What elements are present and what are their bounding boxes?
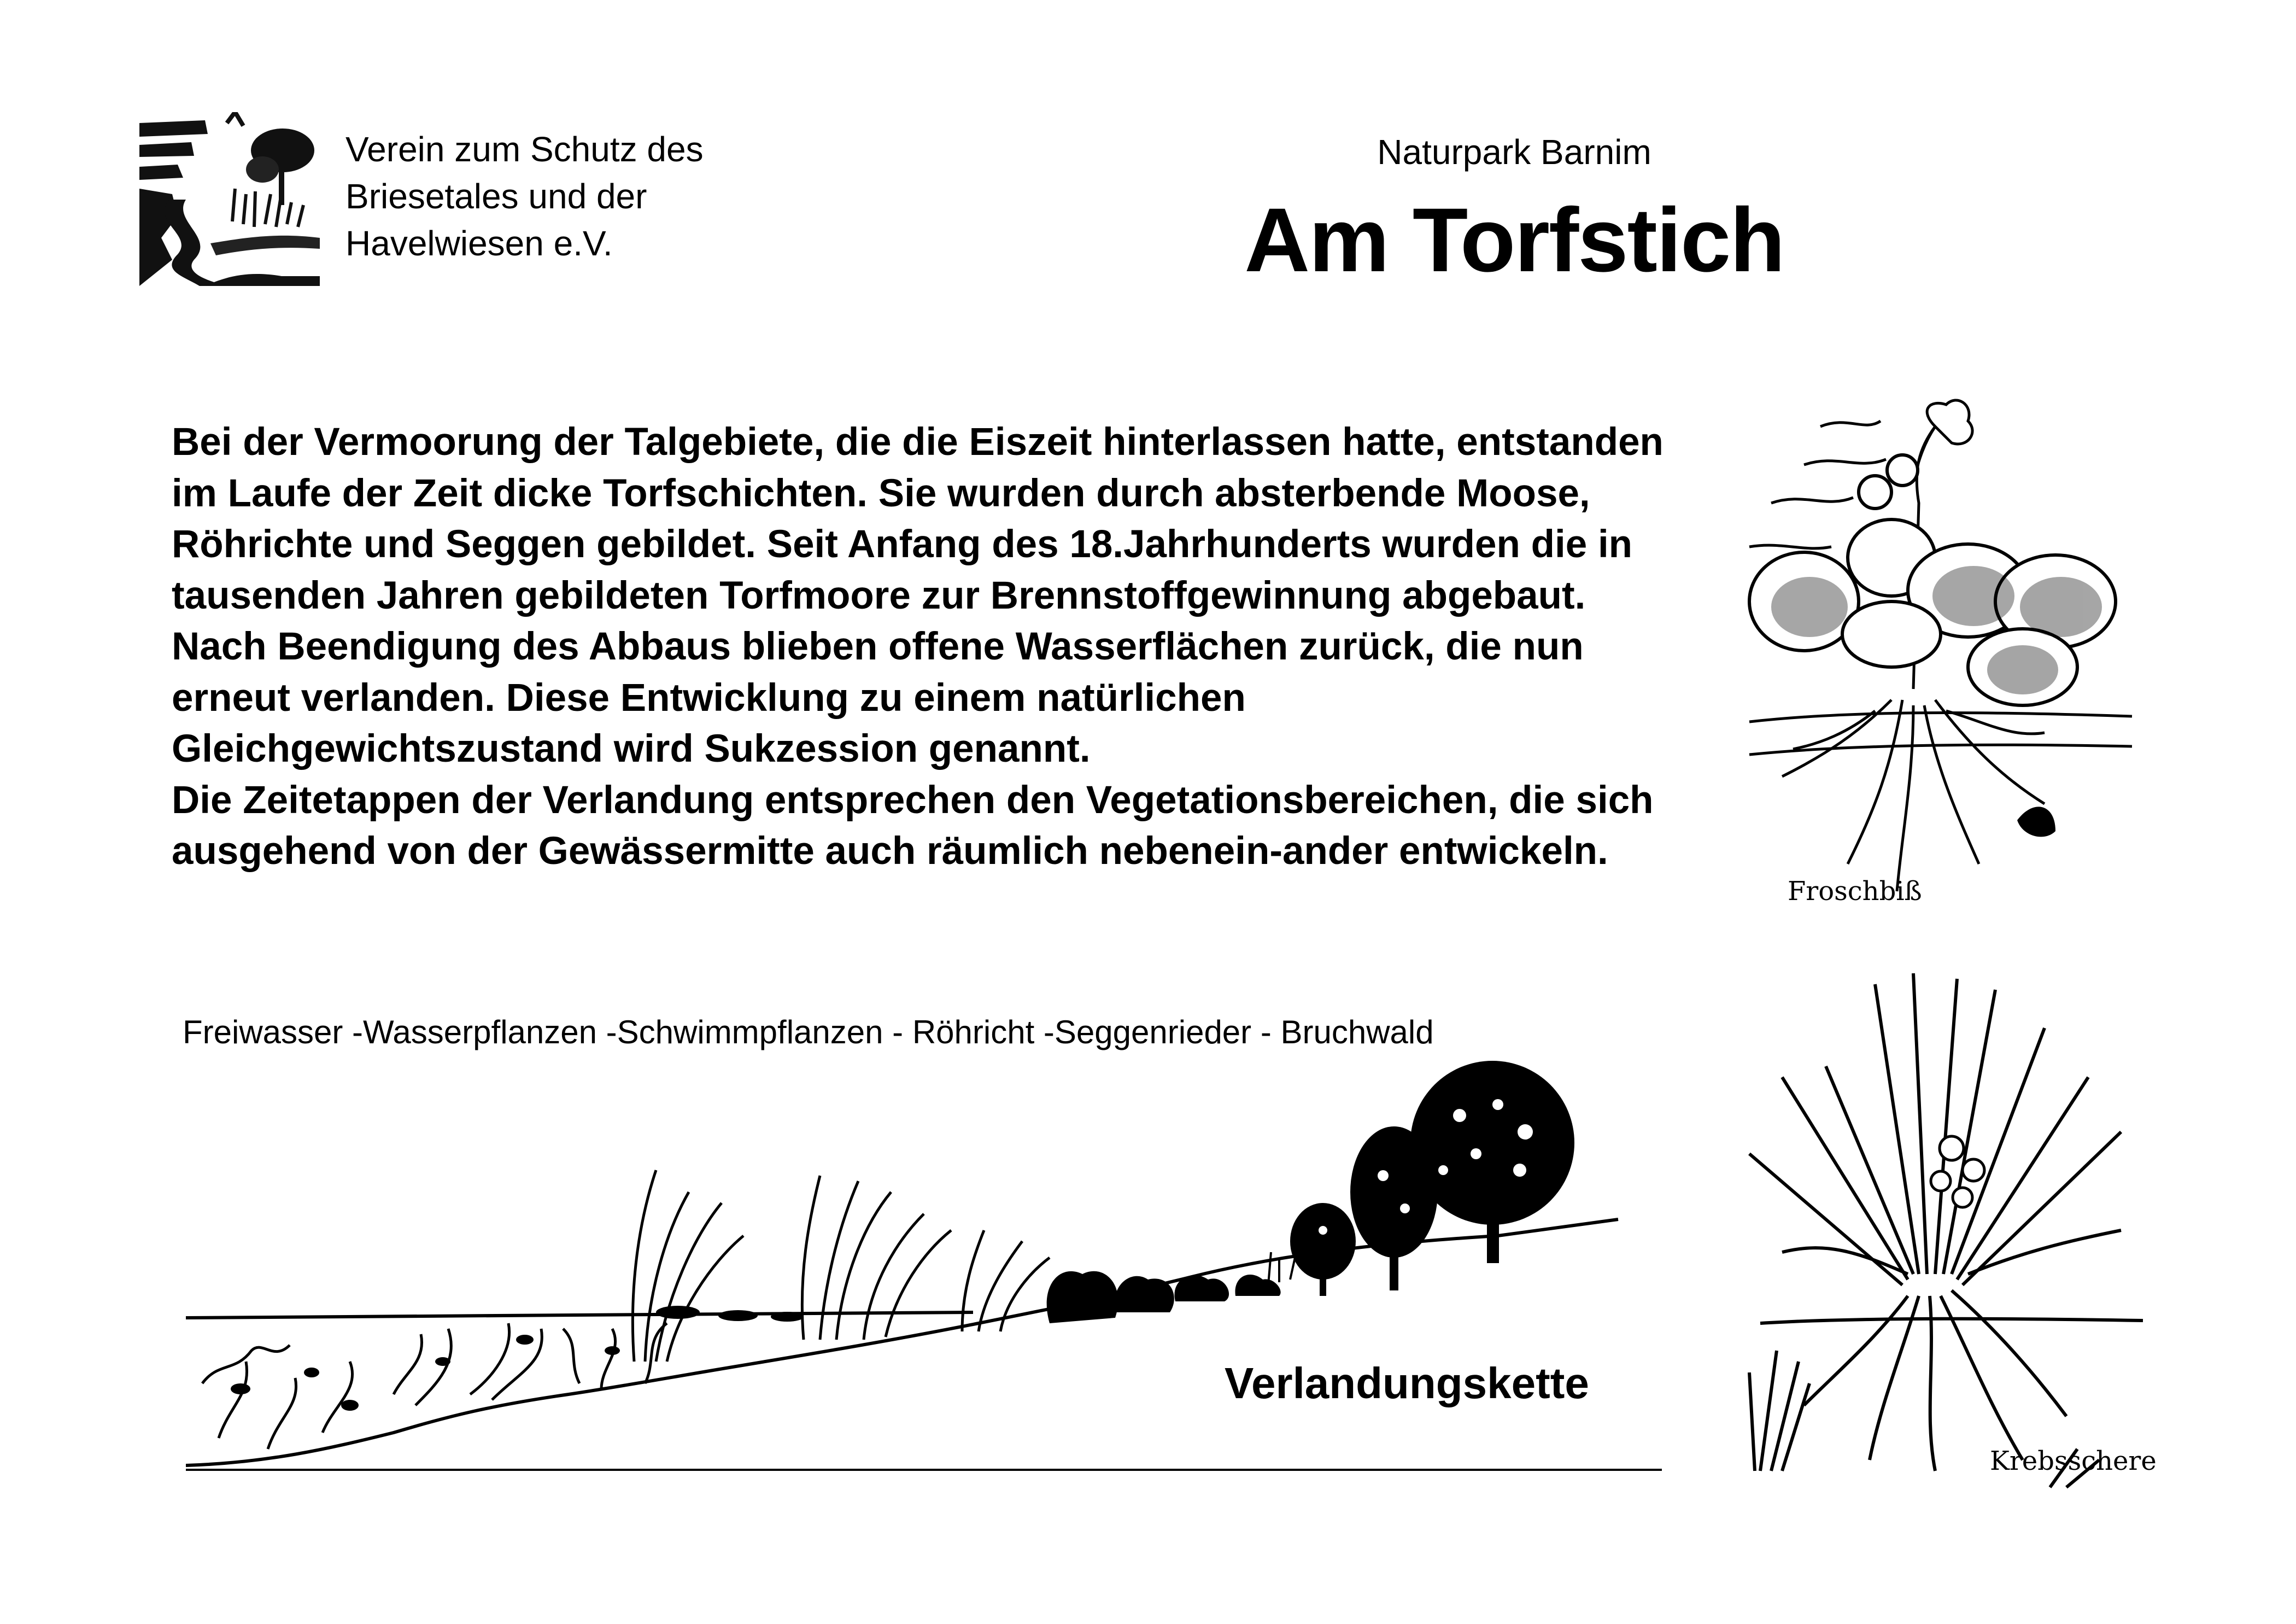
silting-chain-label: Verlandungskette — [1225, 1359, 1589, 1407]
frogbit-label: Froschbiß — [1788, 876, 1922, 907]
park-name: Naturpark Barnim — [1377, 132, 1651, 172]
body-paragraph: Bei der Vermoorung der Talgebiete, die die Eiszeit hinterlassen hatte, entstanden im Laufe der Zeit dicke Torfschichten. Sie wurden durch absterbende Moose, Röhrichte und Seggen gebildet. Seit Anfang des 18.Jahrhunderts wurden die in tausenden Jahren gebildeten Torfmoore zur Brennstoffgewinnung abgebaut. — [172, 420, 1664, 617]
water-soldier-label: Krebsschere — [1990, 1446, 2157, 1476]
water-soldier-illustration — [1738, 968, 2165, 1493]
body-paragraph: Die Zeitetappen der Verlandung entsprechen den Vegetationsbereichen, die sich ausgehend von der Gewässermitte auch räumlich nebenein-ander entwickeln. — [172, 778, 1654, 873]
body-paragraph: Nach Beendigung des Abbaus blieben offene Wasserflächen zurück, die nun erneut verlanden. Diese Entwicklung zu einem natürlichen Gleichgewichtszustand wird Sukzession genannt. — [172, 625, 1584, 770]
frogbit-illustration — [1738, 383, 2143, 897]
succession-stages: Freiwasser -Wasserpflanzen -Schwimmpflanzen - Röhricht -Seggenrieder - Bruchwald — [183, 1014, 1434, 1050]
organization-name-line: Briesetales und der — [345, 177, 647, 216]
organization-name-line: Verein zum Schutz des — [345, 130, 704, 169]
page-title: Am Torfstich — [1244, 190, 1784, 291]
body-text — [172, 417, 1680, 877]
organization-name — [345, 126, 704, 267]
organization-name-line: Havelwiesen e.V. — [345, 224, 613, 263]
logo-icon — [139, 112, 320, 286]
silting-chain-illustration — [186, 1055, 1662, 1482]
